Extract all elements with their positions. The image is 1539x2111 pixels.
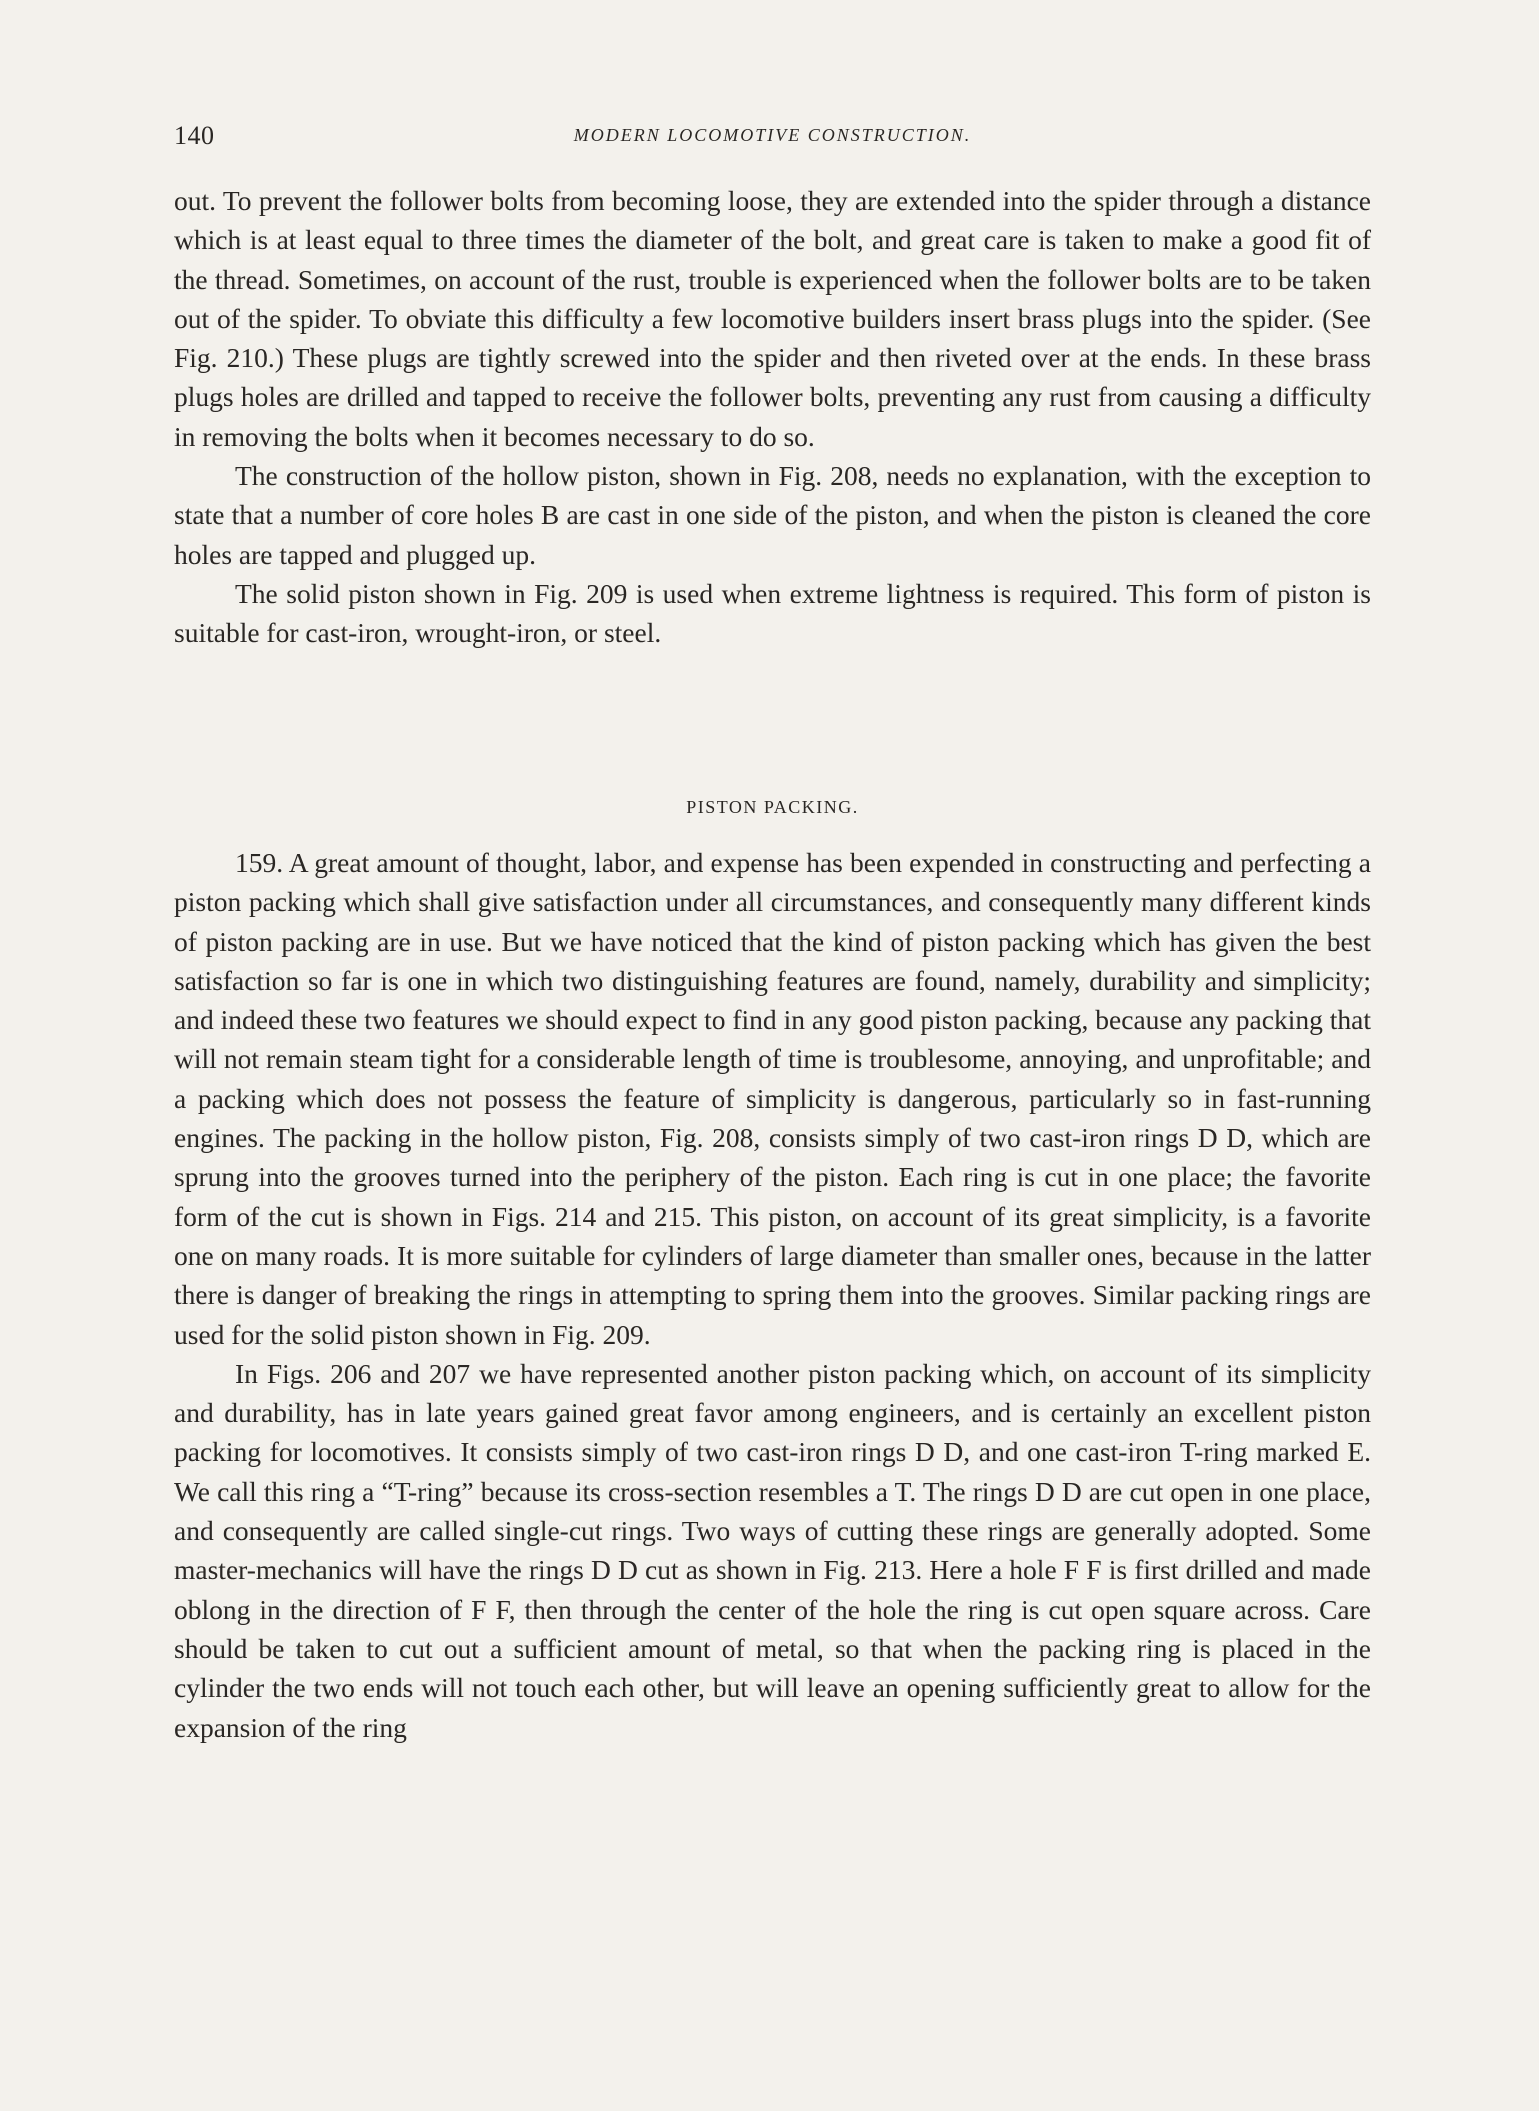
page-header — [174, 121, 1371, 155]
body-text-bottom — [174, 843, 1371, 1747]
paragraph-159: 159. A great amount of thought, labor, and expense has been expended in constructing and perfecting a piston packing which shall give satisfaction under all circumstances, and consequently many different kinds of piston packing are in use. But we have noticed that the kind of piston packing which has given the best satisfaction so far is one in which two distinguishing features are found, namely, durability and simplicity; and indeed these two features we should expect to find in any good piston packing, because any packing that will not remain steam tight for a considerable length of time is troublesome, annoying, and unprofitable; and a packing which does not possess the feature of simplicity is dangerous, particularly so in fast-running engines. The packing in the hollow piston, Fig. 208, consists simply of two cast-iron rings D D, which are sprung into the grooves turned into the periphery of the piston. Each ring is cut in one place; the favorite form of the cut is shown in Figs. 214 and 215. This piston, on account of its great simplicity, is a favorite one on many roads. It is more suitable for cylinders of large diameter than smaller ones, because in the latter there is danger of breaking the rings in attempting to spring them into the grooves. Similar packing rings are used for the solid piston shown in Fig. 209. — [174, 847, 1371, 1350]
paragraph-solid-piston: The solid piston shown in Fig. 209 is used when extreme lightness is required. This form of piston is suitable for cast-iron, wrought-iron, or steel. — [174, 577, 1371, 649]
section-heading: PISTON PACKING. — [686, 797, 859, 817]
body-text-top — [174, 181, 1371, 653]
paragraph-follower-bolts: out. To prevent the follower bolts from becoming loose, they are extended into the spider through a distance which is at least equal to three times the diameter of the bolt, and great care is taken to make a good fit of the thread. Sometimes, on account of the rust, trouble is experienced when the follower bolts are to be taken out of the spider. To obviate this difficulty a few locomotive builders insert brass plugs into the spider. (See Fig. 210.) These plugs are tightly screwed into the spider and then riveted over at the ends. In these brass plugs holes are drilled and tapped to receive the follower bolts, preventing any rust from causing a difficulty in removing the bolts when it becomes necessary to do so. — [174, 185, 1371, 452]
running-title: MODERN LOCOMOTIVE CONSTRUCTION. — [573, 125, 972, 145]
paragraph-t-ring: In Figs. 206 and 207 we have represented another piston packing which, on account of its simplicity and durability, has in late years gained great favor among engineers, and is certainly an excellent piston packing for locomotives. It consists simply of two cast-iron rings D D, and one cast-iron T-ring marked E. We call this ring a “T-ring” because its cross-section resembles a T. The rings D D are cut open in one place, and consequently are called single-cut rings. Two ways of cutting these rings are generally adopted. Some master-mechanics will have the rings D D cut as shown in Fig. 213. Here a hole F F is first drilled and made oblong in the direction of F F, then through the center of the hole the ring is cut open square across. Care should be taken to cut out a sufficient amount of metal, so that when the packing ring is placed in the cylinder the two ends will not touch each other, but will leave an opening sufficiently great to allow for the expansion of the ring — [174, 1357, 1371, 1743]
paragraph-hollow-piston: The construction of the hollow piston, shown in Fig. 208, needs no explanation, with the exception to state that a number of core holes B are cast in one side of the piston, and when the piston is cleaned the core holes are tapped and plugged up. — [174, 460, 1371, 570]
page-number: 140 — [174, 121, 215, 150]
